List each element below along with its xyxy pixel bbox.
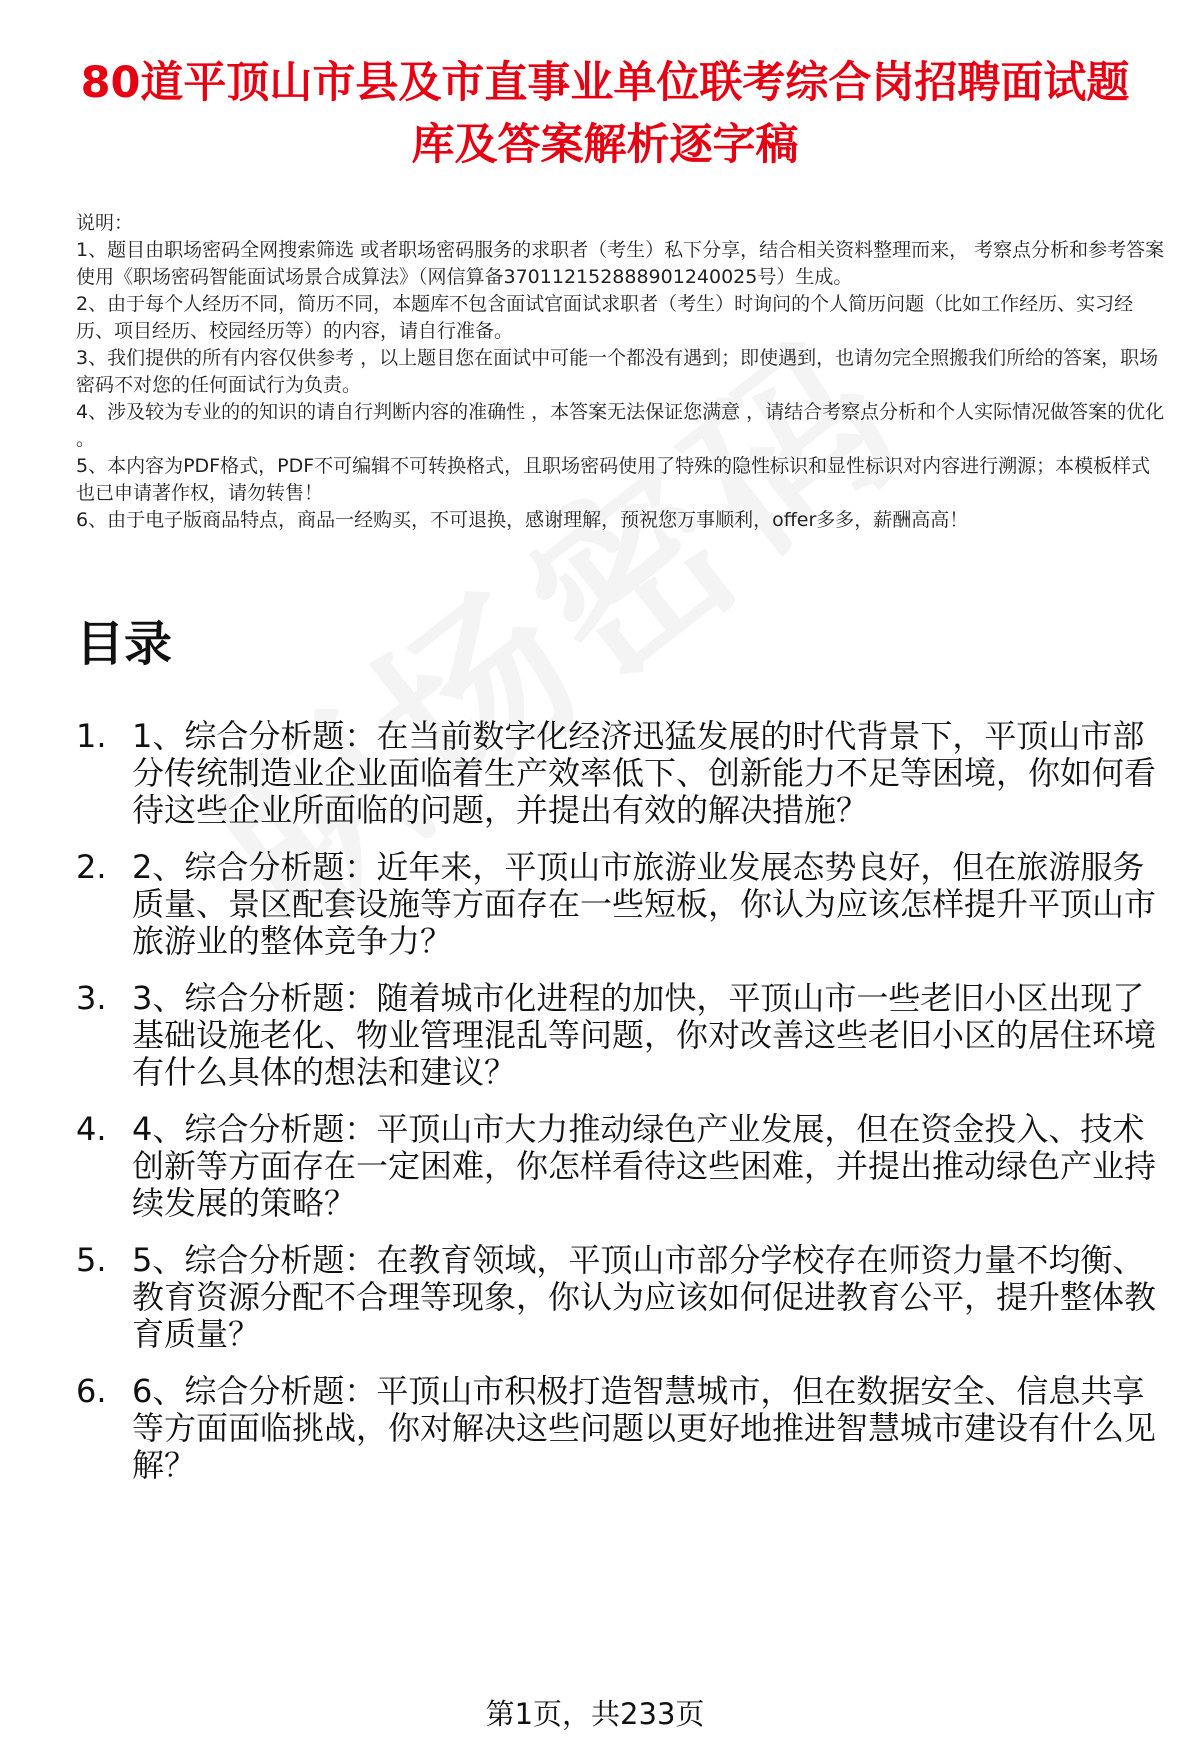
table-of-contents <box>76 718 1174 1504</box>
note-item: 1、题目由职场密码全网搜索筛选 或者职场密码服务的求职者（考生）私下分享，结合相关资料整理而来， 考察点分析和参考答案使用《职场密码智能面试场景合成算法》（网信算备370112152888901240025号）生成。 <box>76 239 1165 288</box>
toc-heading: 目录 <box>76 616 173 672</box>
toc-item[interactable] <box>76 718 1174 829</box>
notes-heading: 说明： <box>76 212 134 234</box>
toc-item-text: 6、综合分析题：平顶山市积极打造智慧城市，但在数据安全、信息共享等方面面临挑战，你对解决这些问题以更好地推进智慧城市建设有什么见解？ <box>132 1372 1157 1484</box>
toc-item[interactable] <box>76 980 1174 1091</box>
toc-item-number: 5. <box>76 1241 107 1279</box>
notes-section <box>76 210 1166 534</box>
toc-item-number: 6. <box>76 1372 107 1410</box>
toc-item-number: 4. <box>76 1110 107 1148</box>
document-title: 80道平顶山市县及市直事业单位联考综合岗招聘面试题库及答案解析逐字稿 <box>80 58 1130 170</box>
toc-item-text: 1、综合分析题：在当前数字化经济迅猛发展的时代背景下，平顶山市部分传统制造业企业面临着生产效率低下、创新能力不足等困境，你如何看待这些企业所面临的问题，并提出有效的解决措施？ <box>132 717 1157 829</box>
toc-item-text: 4、综合分析题：平顶山市大力推动绿色产业发展，但在资金投入、技术创新等方面存在一定困难，你怎样看待这些困难，并提出推动绿色产业持续发展的策略？ <box>132 1110 1157 1222</box>
toc-item[interactable] <box>76 1373 1174 1484</box>
toc-item[interactable] <box>76 1242 1174 1353</box>
toc-item[interactable] <box>76 1111 1174 1222</box>
page-footer: 第1页，共233页 <box>485 1697 705 1731</box>
note-item: 2、由于每个人经历不同，简历不同，本题库不包含面试官面试求职者（考生）时询问的个人简历问题（比如工作经历、实习经历、项目经历、校园经历等）的内容，请自行准备。 <box>76 293 1134 342</box>
toc-item-number: 1. <box>76 717 107 755</box>
toc-item-number: 3. <box>76 979 107 1017</box>
toc-item-number: 2. <box>76 848 107 886</box>
note-item: 6、由于电子版商品特点，商品一经购买，不可退换，感谢理解，预祝您万事顺利，offer多多，薪酬高高！ <box>76 509 969 531</box>
note-item: 5、本内容为PDF格式，PDF不可编辑不可转换格式，且职场密码使用了特殊的隐性标识和显性标识对内容进行溯源；本模板样式也已申请著作权，请勿转售！ <box>76 455 1151 504</box>
note-item: 4、涉及较为专业的的知识的请自行判断内容的准确性 ，本答案无法保证您满意 ，请结合考察点分析和个人实际情况做答案的优化 。 <box>76 401 1165 450</box>
toc-item[interactable] <box>76 849 1174 960</box>
toc-item-text: 2、综合分析题：近年来，平顶山市旅游业发展态势良好，但在旅游服务质量、景区配套设施等方面存在一些短板，你认为应该怎样提升平顶山市旅游业的整体竞争力？ <box>132 848 1157 960</box>
note-item: 3、我们提供的所有内容仅供参考 ，以上题目您在面试中可能一个都没有遇到；即使遇到，也请勿完全照搬我们所给的答案，职场密码不对您的任何面试行为负责。 <box>76 347 1159 396</box>
toc-item-text: 5、综合分析题：在教育领域，平顶山市部分学校存在师资力量不均衡、教育资源分配不合理等现象，你认为应该如何促进教育公平，提升整体教育质量？ <box>132 1241 1157 1353</box>
toc-item-text: 3、综合分析题：随着城市化进程的加快，平顶山市一些老旧小区出现了基础设施老化、物业管理混乱等问题，你对改善这些老旧小区的居住环境有什么具体的想法和建议？ <box>132 979 1157 1091</box>
